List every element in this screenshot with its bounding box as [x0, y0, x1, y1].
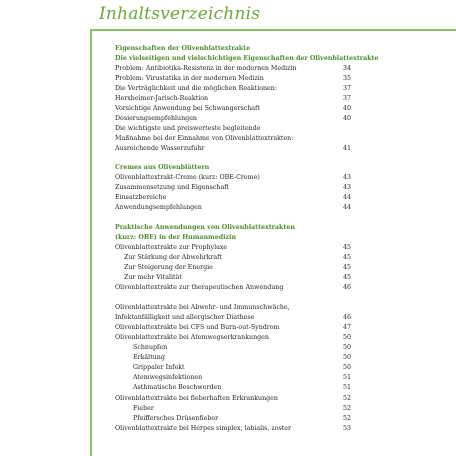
toc-page-number: 51 [342, 384, 351, 392]
toc-page-number: 35 [342, 75, 351, 83]
toc-entry [115, 414, 351, 424]
toc-entry [115, 394, 351, 404]
toc-page-number: 43 [342, 173, 351, 181]
toc-entry-title: Die Verträglichkeit und die möglichen Reaktionen: [115, 85, 277, 93]
toc-entry-title: Ausreichende Wasserzufuhr [115, 145, 205, 153]
toc-entry-title: Vorsichtige Anwendung bei Schwangerschaft [115, 105, 260, 113]
toc-page-number: 46 [342, 314, 351, 322]
toc-page-number: 45 [342, 243, 351, 251]
toc-entry-title: Eigenschaften der Olivenblattextrakte [115, 45, 251, 52]
toc-page-number: 50 [342, 334, 351, 342]
page-title: Inhaltsverzeichnis [99, 4, 261, 24]
toc-entry-title: Olivenblattextrakte bei Herpes simplex, labialis, zoster [115, 424, 292, 432]
toc-entry [115, 353, 351, 363]
toc-entry-title: Zusammensetzung und Eigenschaft [115, 183, 230, 191]
toc-heading [115, 163, 351, 173]
toc-entry-title: Einsatzbereiche [115, 193, 167, 201]
toc-entry [115, 193, 351, 203]
section-spacer [115, 293, 351, 303]
toc-entry [115, 104, 351, 114]
toc-entry-title: Zur mehr Vitalität [124, 273, 182, 281]
toc-entry [115, 94, 351, 104]
toc-entry [115, 243, 351, 253]
toc-page-number: 50 [342, 364, 351, 372]
toc-entry [115, 383, 351, 393]
toc-page-number: 50 [342, 344, 351, 352]
toc-entry [115, 323, 351, 333]
toc-entry [115, 273, 351, 283]
toc-entry-title: (kurz: OBE) in der Humanmedizin [115, 233, 237, 241]
toc-page-number: 37 [342, 95, 351, 103]
toc-entry-title: Olivenblattextrakte bei Atemwegserkrankungen [115, 334, 269, 342]
toc-entry [115, 183, 351, 193]
toc-entry-title: Olivenblattextrakte zur Prophylaxe [115, 243, 228, 251]
toc-page-number: 45 [342, 263, 351, 271]
toc-page-number: 50 [342, 354, 351, 362]
toc-page-number: 47 [342, 324, 351, 332]
toc-page-number: 37 [342, 85, 351, 93]
toc-page-number: 52 [342, 394, 351, 402]
toc-entry-title: Infektanfälligkeit und allergischer Diathese [115, 314, 255, 322]
toc-entry-title: Erkältung [133, 354, 165, 362]
toc-entry [115, 373, 351, 383]
toc-section [115, 223, 351, 293]
toc-entry-title: Anwendungsempfehlungen [115, 203, 202, 211]
toc-entry [115, 64, 351, 74]
toc-entry [115, 283, 351, 293]
toc-page-number: 45 [342, 273, 351, 281]
toc-entry [115, 114, 351, 124]
toc-heading [115, 233, 351, 243]
toc-section [115, 163, 351, 213]
toc-entry [115, 424, 351, 434]
toc-page-number: 52 [342, 404, 351, 412]
toc-entry-title: Praktische Anwendungen von Olivenblattextrakten [115, 223, 295, 231]
toc-entry [115, 343, 351, 353]
toc-entry [115, 404, 351, 414]
toc-entry-title: Herxheimer-Jarisch-Reaktion [115, 95, 209, 103]
toc-page-number: 43 [342, 183, 351, 191]
toc-entry-title: Olivenblattextrakte bei fieberhaften Erkrankungen [115, 394, 278, 402]
table-of-contents [115, 44, 379, 434]
left-rule [90, 29, 92, 456]
toc-entry-title: Zur Stärkung der Abwehrkraft [124, 253, 222, 261]
toc-entry-title: Maßnahme bei der Einnahme von Olivenblattextrakten: [115, 135, 294, 143]
toc-entry [115, 263, 351, 273]
toc-page-number: 52 [342, 414, 351, 422]
toc-page-number: 40 [342, 105, 351, 113]
toc-entry-title: Die wichtigste und preiswerteste begleitende [115, 125, 261, 133]
toc-page-number: 44 [342, 193, 351, 201]
toc-entry-title: Asthmatische Beschwerden [133, 384, 222, 392]
toc-entry-title: Die vielseitigen und vielschichtigen Eigenschaften der Olivenblattextrakte [115, 55, 379, 63]
toc-entry [115, 363, 351, 373]
section-spacer [115, 155, 351, 163]
toc-entry [115, 144, 351, 154]
toc-heading [115, 223, 351, 233]
toc-entry-title: Olivenblattextrakte zur therapeutischen Anwendung [115, 284, 284, 292]
toc-heading [115, 44, 351, 54]
toc-entry-title: Problem: Virustatika in der modernen Medizin [115, 75, 264, 83]
toc-entry [115, 203, 351, 213]
toc-page-number: 46 [342, 284, 351, 292]
toc-page-number: 51 [342, 374, 351, 382]
toc-page-number: 41 [342, 145, 351, 153]
toc-entry [115, 134, 351, 144]
toc-entry-title: Grippaler Infekt [133, 364, 185, 372]
toc-entry-title: Zur Steigerung der Energie [124, 263, 213, 271]
toc-entry [115, 313, 351, 323]
toc-entry-title: Problem: Antibiotika-Resistenz in der modernen Medizin [115, 65, 297, 73]
header-band [0, 0, 456, 30]
toc-page-number: 40 [342, 115, 351, 123]
toc-entry-title: Olivenblattextrakt-Creme (kurz: OBE-Creme) [115, 173, 260, 181]
toc-heading [115, 54, 379, 64]
toc-entry-title: Fieber [133, 404, 154, 412]
toc-entry-title: Cremes aus Olivenblättern [115, 163, 210, 171]
toc-entry-title: Olivenblattextrakte bei Abwehr- und Immunschwäche, [115, 304, 290, 312]
toc-entry-title: Dosierungsempfehlungen [115, 115, 197, 123]
toc-entry [115, 84, 351, 94]
toc-page-number: 45 [342, 253, 351, 261]
toc-entry [115, 124, 351, 134]
top-rule [90, 29, 456, 31]
toc-page-number: 44 [342, 203, 351, 211]
toc-entry [115, 173, 351, 183]
toc-entry [115, 303, 351, 313]
toc-entry-title: Olivenblattextrakte bei CFS und Burn-out-Syndrom [115, 324, 280, 332]
toc-entry [115, 74, 351, 84]
toc-entry [115, 253, 351, 263]
toc-entry-title: Atemwegsinfektionen [133, 374, 203, 382]
toc-entry [115, 333, 351, 343]
toc-section [115, 44, 379, 155]
toc-page-number: 53 [342, 424, 351, 432]
toc-entry-title: Pfeiffersches Drüsenfieber [133, 414, 219, 422]
toc-entry-title: Schnupfen [133, 344, 168, 352]
section-spacer [115, 213, 351, 223]
toc-page-number: 34 [342, 65, 351, 73]
toc-section [115, 303, 351, 434]
